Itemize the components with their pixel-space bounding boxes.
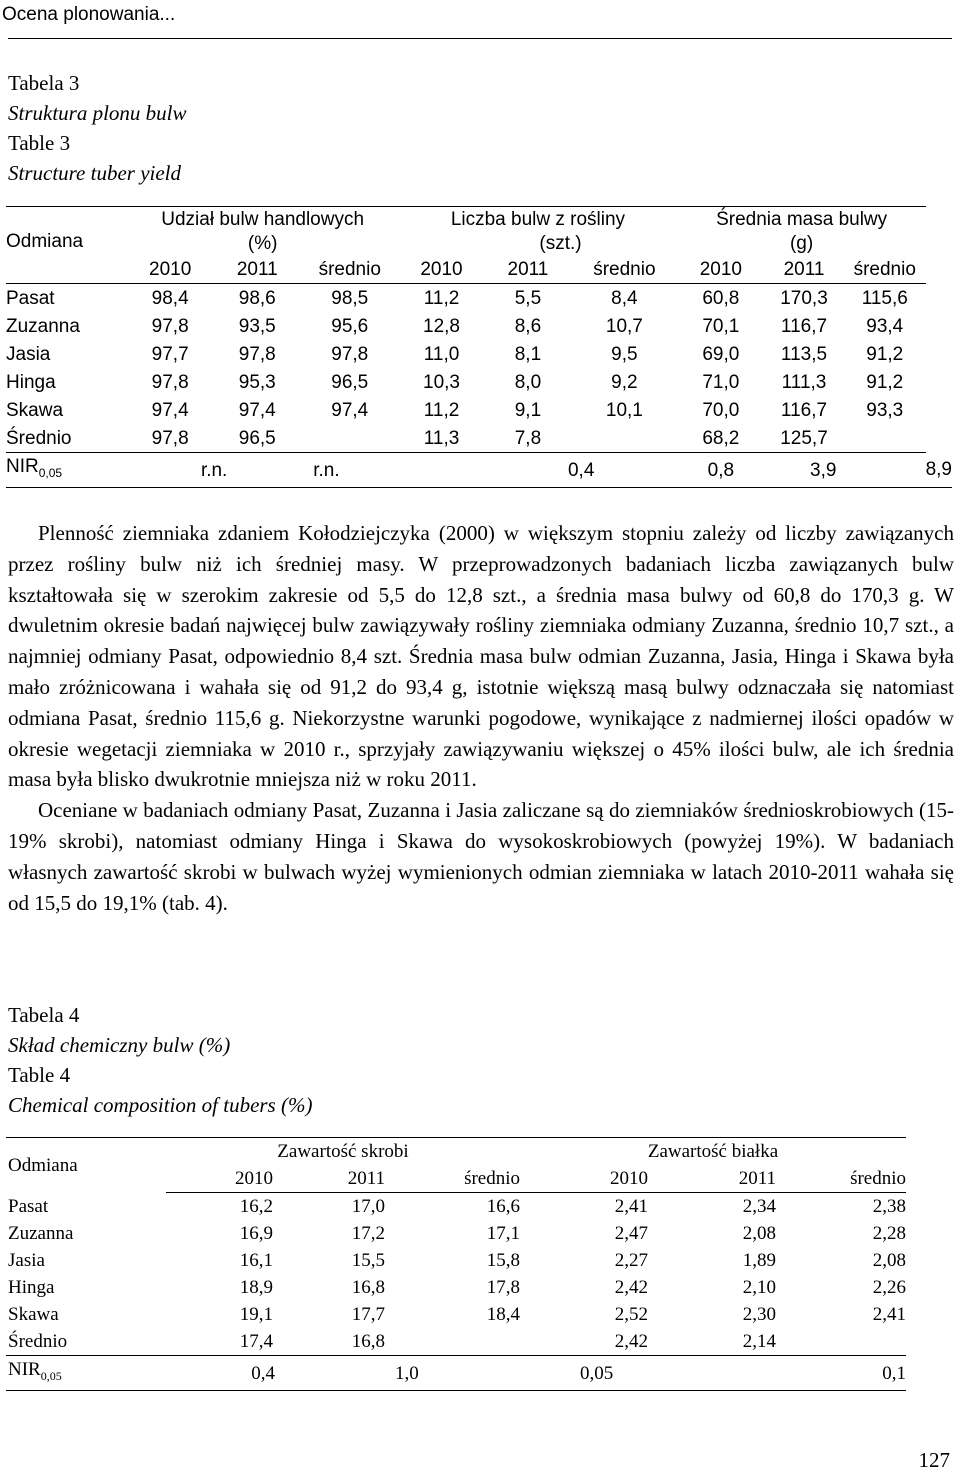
table3-row-hinga [6,368,952,396]
table4-cell: 17,8 [486,1277,520,1298]
nir-subscript: 0,05 [38,466,63,480]
table4-subcol: średnio [776,1165,906,1193]
table4-cell: 2,27 [614,1250,648,1271]
table4-row-mean [6,1328,906,1356]
table3-cell: r.n. [301,453,485,488]
table3-cell: 8,0 [514,371,542,393]
table4-row-name: Jasia [8,1250,45,1271]
table4-row-nir [6,1356,906,1391]
table3-cell: 69,0 [702,343,740,365]
table3-cell: 8,9 [926,453,952,488]
page-number: 127 [918,1448,950,1472]
table3-subcol: średnio [301,255,398,284]
table3-label-en: Table 3 [8,131,71,155]
table3-subheader-row [6,255,952,284]
table3-cell: 125,7 [764,424,844,453]
table3-cell: 93,3 [866,399,904,421]
table3-cell: 91,2 [866,343,904,365]
table4-cell: 16,8 [351,1277,385,1298]
table3-label-pl: Tabela 3 [8,71,80,95]
table4-cell: 2,10 [742,1277,776,1298]
table3-row-nir [6,453,952,488]
table3-row-name: Średnio [6,424,127,453]
table4-cell: 16,9 [239,1223,273,1244]
table4-cell: 17,0 [351,1196,385,1217]
table3-cell: 8,6 [514,315,542,337]
nir-text: NIR [8,1359,41,1380]
paragraph-2: Oceniane w badaniach odmiany Pasat, Zuzanna i Jasia zaliczane są do ziemniaków średnioskrobiowych (15-19% skrobi), natomiast odmiany Hinga i Skawa do wysokoskrobiowych (powyżej 19%). W badaniach własnych zawartość skrobi w bulwach wyżej wymienionych odmian ziemniaka w latach 2010-2011 wahała się od 15,5 do 19,1% (tab. 4). [8,798,954,915]
table4-subcol: 2010 [520,1165,648,1193]
table4-cell: 0,1 [776,1356,906,1391]
table4-subcol: 2011 [273,1165,385,1193]
table4-label-en: Table 4 [8,1063,71,1087]
table3-cell: 11,2 [423,399,460,421]
table3-subcol: średnio [571,255,678,284]
table4-row-jasia [6,1247,906,1274]
table3-cell: 10,7 [605,315,643,337]
table3-cell: 97,4 [331,399,369,421]
table4-group-1: Zawartość skrobi [166,1138,520,1166]
table4-subcol: 2011 [648,1165,776,1193]
table3-row-name: Skawa [6,399,64,421]
table3-group-1: Udział bulw handlowych [127,207,398,232]
table3-cell: 71,0 [702,371,740,393]
table4-cell: 1,0 [385,1356,520,1391]
table4-row-name: Skawa [8,1304,59,1325]
table4-cell: 16,8 [273,1328,385,1356]
table4-cell: 16,2 [239,1196,273,1217]
table3-cell: 115,6 [861,287,908,309]
table3-title-en: Structure tuber yield [8,161,182,185]
running-header: Ocena plonowania... [2,4,176,25]
table3-cell: 96,5 [331,371,369,393]
body-text [8,518,954,918]
table3-cell: 97,7 [151,343,189,365]
table3-cell: 11,3 [398,424,485,453]
table3-cell: 111,3 [781,371,827,393]
table3-cell: 97,8 [151,315,189,337]
table3-cell: 116,7 [780,315,828,337]
table3-cell: 97,4 [151,399,189,421]
table3-title-pl: Struktura plonu bulw [8,101,187,125]
table4-row-name: Zuzanna [8,1223,74,1244]
table4-cell [385,1328,520,1356]
table3-cell: 12,8 [423,315,460,337]
table3-cell: 93,5 [238,315,276,337]
table3-row-mean [6,424,952,453]
table4-cell: 2,41 [872,1304,906,1325]
table3-group-2-unit: (szt.) [539,232,582,254]
table3-cell [844,424,926,453]
table4-cell: 2,28 [872,1223,906,1244]
table4-cell: 2,34 [742,1196,776,1217]
table4-cell: 18,4 [486,1304,520,1325]
table3-cell: 95,6 [331,315,369,337]
table3-cell: 5,5 [514,287,542,309]
table4-cell: 2,42 [520,1328,648,1356]
table3 [6,206,952,488]
table4-cell: 2,14 [648,1328,776,1356]
table3-cell: 91,2 [866,371,904,393]
table4-row-zuzanna [6,1220,906,1247]
table3-row-name: Pasat [6,287,55,309]
table3-subcol: 2010 [127,255,213,284]
table3-cell: 70,0 [702,399,740,421]
table3-cell: 11,0 [423,343,460,365]
table3-cell: 95,3 [238,371,276,393]
table4-cell: 2,47 [614,1223,648,1244]
table3-cell: 0,4 [485,453,678,488]
table3-cell: 170,3 [780,287,828,309]
table4-cell: 2,52 [614,1304,648,1325]
nir-text: NIR [6,456,39,477]
table4-cell: 18,9 [239,1277,273,1298]
table4-title-pl: Skład chemiczny bulw (%) [8,1033,231,1057]
table4-cell: 17,4 [166,1328,273,1356]
table4-cell: 15,5 [351,1250,385,1271]
table3-row-name: Hinga [6,371,56,393]
table3-subcol: średnio [844,255,926,284]
table3-cell: 93,4 [866,315,904,337]
table4-nir-label [6,1356,166,1391]
table4-cell: 0,4 [166,1356,385,1391]
table3-row-jasia [6,340,952,368]
table3-cell: 3,9 [764,453,926,488]
table4-row-name: Średnio [6,1328,166,1356]
table3-cell: 8,4 [611,287,638,309]
table3-cell: 7,8 [485,424,571,453]
table3-nir-label [6,453,127,488]
table3-cell: 97,8 [331,343,369,365]
paragraph-1: Plenność ziemniaka zdaniem Kołodziejczyka (2000) w większym stopniu zależy od liczby zawiązanych przez rośliny bulw niż ich średniej masy. W przeprowadzonych badaniach liczba zawiązanych bulw kształtowała się w szerokim zakresie od 5,5 do 12,8 szt., a średnia masa bulwy od 60,8 do 170,3 g. W dwuletnim okresie badań najwięcej bulw zawiązywały rośliny ziemniaka odmiany Zuzanna, średnio 10,7 szt., a najmniej odmiany Pasat, odpowiednio 8,4 szt. Średnia masa bulw odmian Zuzanna, Jasia, Hinga i Skawa była mało zróżnicowana i wahała się od 91,2 do 93,4 g, istotnie większą masą bulwy odznaczała się natomiast odmiana Pasat, średnio 115,6 g. Niekorzystne warunki pogodowe, wynikające z nadmiernej ilości opadów w okresie wegetacji ziemniaka w 2010 r., sprzyjały zawiązywaniu większej o 45% ilości bulw, ale ich średnia masa była blisko dwukrotnie mniejsza niż w roku 2011. [8,521,954,792]
table3-cell: 9,1 [514,399,542,421]
table3-cell: 70,1 [702,315,740,337]
table3-cell: 10,1 [605,399,643,421]
table3-subcol: 2011 [213,255,301,284]
table3-cell: 68,2 [678,424,764,453]
table3-cell: 98,6 [238,287,276,309]
table4 [6,1137,906,1391]
table4-row-skawa [6,1301,906,1328]
table3-cell [571,424,678,453]
table3-cell: 97,8 [238,343,276,365]
table3-row-skawa [6,396,952,424]
table3-subcol: 2011 [485,255,571,284]
table3-header-variety: Odmiana [6,207,127,256]
table4-row-name: Pasat [8,1195,49,1217]
table3-cell: 97,4 [238,399,276,421]
table4-cell: 17,1 [486,1223,520,1244]
table4-cell: 1,89 [742,1250,776,1271]
table3-subcol: 2010 [678,255,764,284]
table4-cell: 17,2 [351,1223,385,1244]
table3-subcol: 2010 [398,255,485,284]
table3-cell: 97,8 [151,371,189,393]
table4-header-variety: Odmiana [6,1138,166,1193]
table3-group-3: Średnia masa bulwy [678,207,926,232]
table4-cell: 2,30 [742,1304,776,1325]
table4-subcol: średnio [385,1165,520,1193]
table4-cell: 2,38 [872,1196,906,1217]
table4-subcol: 2010 [166,1165,273,1193]
table3-cell: 96,5 [213,424,301,453]
table3-caption [8,68,187,188]
table4-cell: 2,42 [614,1277,648,1298]
table3-cell: 8,1 [514,343,542,365]
table3-cell: 98,4 [151,287,189,309]
table4-cell: 17,7 [351,1304,385,1325]
table3-cell: 10,3 [423,371,460,393]
table4-group-2: Zawartość białka [520,1138,906,1166]
table3-group-2: Liczba bulw z rośliny [398,207,677,232]
table4-row-pasat [6,1193,906,1221]
table4-cell: 2,08 [742,1223,776,1244]
table4-cell: 16,1 [239,1250,273,1271]
table3-row-pasat [6,284,952,313]
table4-label-pl: Tabela 4 [8,1003,80,1027]
table3-cell: 98,5 [331,287,369,309]
table3-row-zuzanna [6,312,952,340]
table4-cell: 15,8 [486,1250,520,1271]
table4-row-hinga [6,1274,906,1301]
table4-row-name: Hinga [8,1277,55,1298]
table3-cell: 11,2 [423,287,460,309]
table4-cell: 0,05 [520,1356,776,1391]
table3-cell: 116,7 [780,399,828,421]
table4-title-en: Chemical composition of tubers (%) [8,1093,313,1117]
table4-caption [8,1000,312,1120]
table3-cell: 113,5 [780,343,828,365]
table4-cell: 16,6 [486,1196,520,1217]
header-rule [8,38,952,39]
table4-cell: 2,41 [614,1196,648,1217]
table3-cell: 60,8 [702,287,740,309]
table3-cell: r.n. [127,453,301,488]
nir-subscript: 0,05 [40,1369,62,1383]
table3-group-1-unit: (%) [247,232,278,254]
table4-cell: 2,26 [872,1277,906,1298]
table3-group-3-unit: (g) [789,232,814,254]
table4-cell [776,1328,906,1356]
table3-row-name: Zuzanna [6,315,80,337]
table3-cell: 0,8 [678,453,764,488]
table4-cell: 2,08 [872,1250,906,1271]
table3-subcol: 2011 [764,255,844,284]
table3-cell: 9,2 [611,371,638,393]
table4-cell: 19,1 [239,1304,273,1325]
table3-row-name: Jasia [6,343,51,365]
table3-cell: 97,8 [127,424,213,453]
table3-cell [301,424,398,453]
table3-cell: 9,5 [611,343,638,365]
